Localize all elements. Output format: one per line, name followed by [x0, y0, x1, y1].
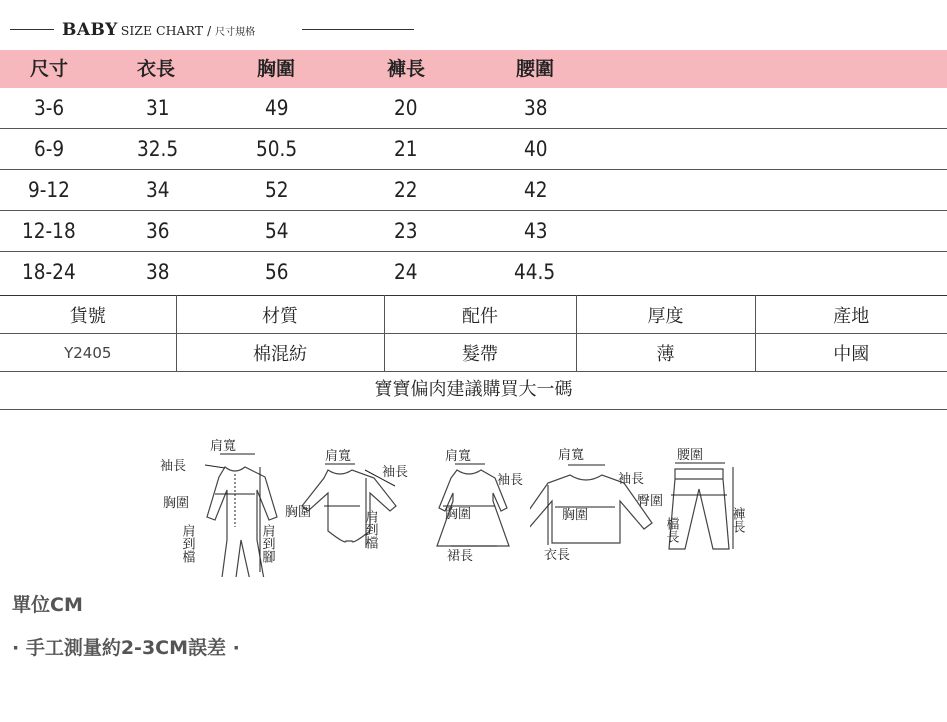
label-chest: 胸圍 [562, 508, 589, 523]
info-header-accessory: 配件 [384, 296, 576, 334]
cell-length: 36 [146, 219, 170, 243]
label-sleeve: 袖長 [618, 472, 645, 487]
cell-size: 9-12 [28, 178, 70, 202]
cell-chest: 52 [265, 178, 289, 202]
cell-size: 6-9 [34, 137, 65, 161]
cell-chest: 56 [265, 260, 289, 284]
info-value-accessory: 髮帶 [384, 334, 576, 372]
header-slash: / [207, 24, 212, 38]
label-skirt-length: 裙長 [447, 549, 474, 564]
col-header-size: 尺寸 [30, 58, 69, 80]
size-table-header [0, 50, 947, 88]
dress-diagram [415, 448, 535, 568]
cell-pants-length: 24 [394, 260, 418, 284]
cell-waist: 43 [524, 219, 548, 243]
cell-length: 31 [146, 96, 170, 120]
label-pants-length: 褲長 [729, 507, 745, 533]
cell-chest: 50.5 [256, 137, 298, 161]
label-sleeve: 袖長 [382, 465, 409, 480]
info-value-row [0, 334, 947, 372]
cell-waist: 44.5 [514, 260, 556, 284]
label-hip: 臀圍 [637, 494, 664, 509]
bodysuit-diagram [280, 448, 420, 568]
label-shoulder-to-foot: 肩到腳 [259, 524, 275, 563]
label-chest: 胸圍 [163, 496, 190, 511]
info-value-thickness: 薄 [576, 334, 755, 372]
label-shoulder: 肩寬 [445, 449, 472, 464]
cell-chest: 54 [265, 219, 289, 243]
info-header-thickness: 厚度 [576, 296, 755, 334]
label-shoulder: 肩寬 [210, 439, 237, 454]
sizing-advice: 寶寶偏肉建議購買大一碼 [0, 371, 947, 410]
label-sleeve: 袖長 [160, 459, 187, 474]
header-right-rule [302, 29, 414, 30]
cell-waist: 40 [524, 137, 548, 161]
info-value-material: 棉混紡 [176, 334, 384, 372]
label-top-length: 衣長 [544, 548, 571, 563]
info-header-row [0, 296, 947, 334]
info-header-material: 材質 [176, 296, 384, 334]
info-value-origin: 中國 [755, 334, 947, 372]
table-row [0, 88, 947, 129]
info-header-origin: 產地 [755, 296, 947, 334]
cell-pants-length: 23 [394, 219, 418, 243]
cell-size: 18-24 [22, 260, 76, 284]
label-crotch-length: 檔長 [663, 517, 679, 543]
cell-size: 12-18 [22, 219, 76, 243]
header-brand: BABY [62, 20, 118, 40]
label-shoulder-to-crotch: 肩到檔 [179, 524, 195, 563]
label-shoulder-to-crotch: 肩到檔 [362, 510, 378, 549]
cell-waist: 42 [524, 178, 548, 202]
measurement-error-note: · 手工測量約2-3CM誤差 · [12, 637, 240, 659]
info-header-code: 貨號 [0, 296, 176, 334]
info-value-code: Y2405 [0, 334, 176, 372]
table-row [0, 211, 947, 252]
cell-pants-length: 22 [394, 178, 418, 202]
label-chest: 胸圍 [445, 507, 472, 522]
cell-chest: 49 [265, 96, 289, 120]
table-row [0, 129, 947, 170]
cell-length: 38 [146, 260, 170, 284]
cell-waist: 38 [524, 96, 548, 120]
label-sleeve: 袖長 [497, 473, 524, 488]
cell-length: 32.5 [137, 137, 179, 161]
cell-size: 3-6 [34, 96, 65, 120]
label-chest: 胸圍 [285, 505, 312, 520]
header-title-cn: 尺寸規格 [215, 27, 256, 38]
header-title-en: SIZE CHART [120, 23, 204, 38]
cell-pants-length: 20 [394, 96, 418, 120]
romper-diagram [155, 432, 290, 577]
col-header-length: 衣長 [137, 58, 176, 80]
header-title [62, 18, 255, 45]
table-row [0, 170, 947, 211]
header-left-rule [10, 29, 54, 30]
product-info-table [0, 295, 947, 372]
pants-diagram [635, 445, 760, 560]
col-header-pants-length: 褲長 [387, 58, 426, 80]
col-header-waist: 腰圍 [516, 58, 555, 80]
cell-pants-length: 21 [394, 137, 418, 161]
label-shoulder: 肩寬 [325, 449, 352, 464]
cell-length: 34 [146, 178, 170, 202]
size-chart-header [0, 18, 420, 42]
label-waist: 腰圍 [677, 448, 704, 463]
col-header-chest: 胸圍 [257, 58, 296, 80]
unit-label: 單位CM [12, 594, 83, 616]
label-shoulder: 肩寬 [558, 448, 585, 463]
table-row [0, 252, 947, 293]
